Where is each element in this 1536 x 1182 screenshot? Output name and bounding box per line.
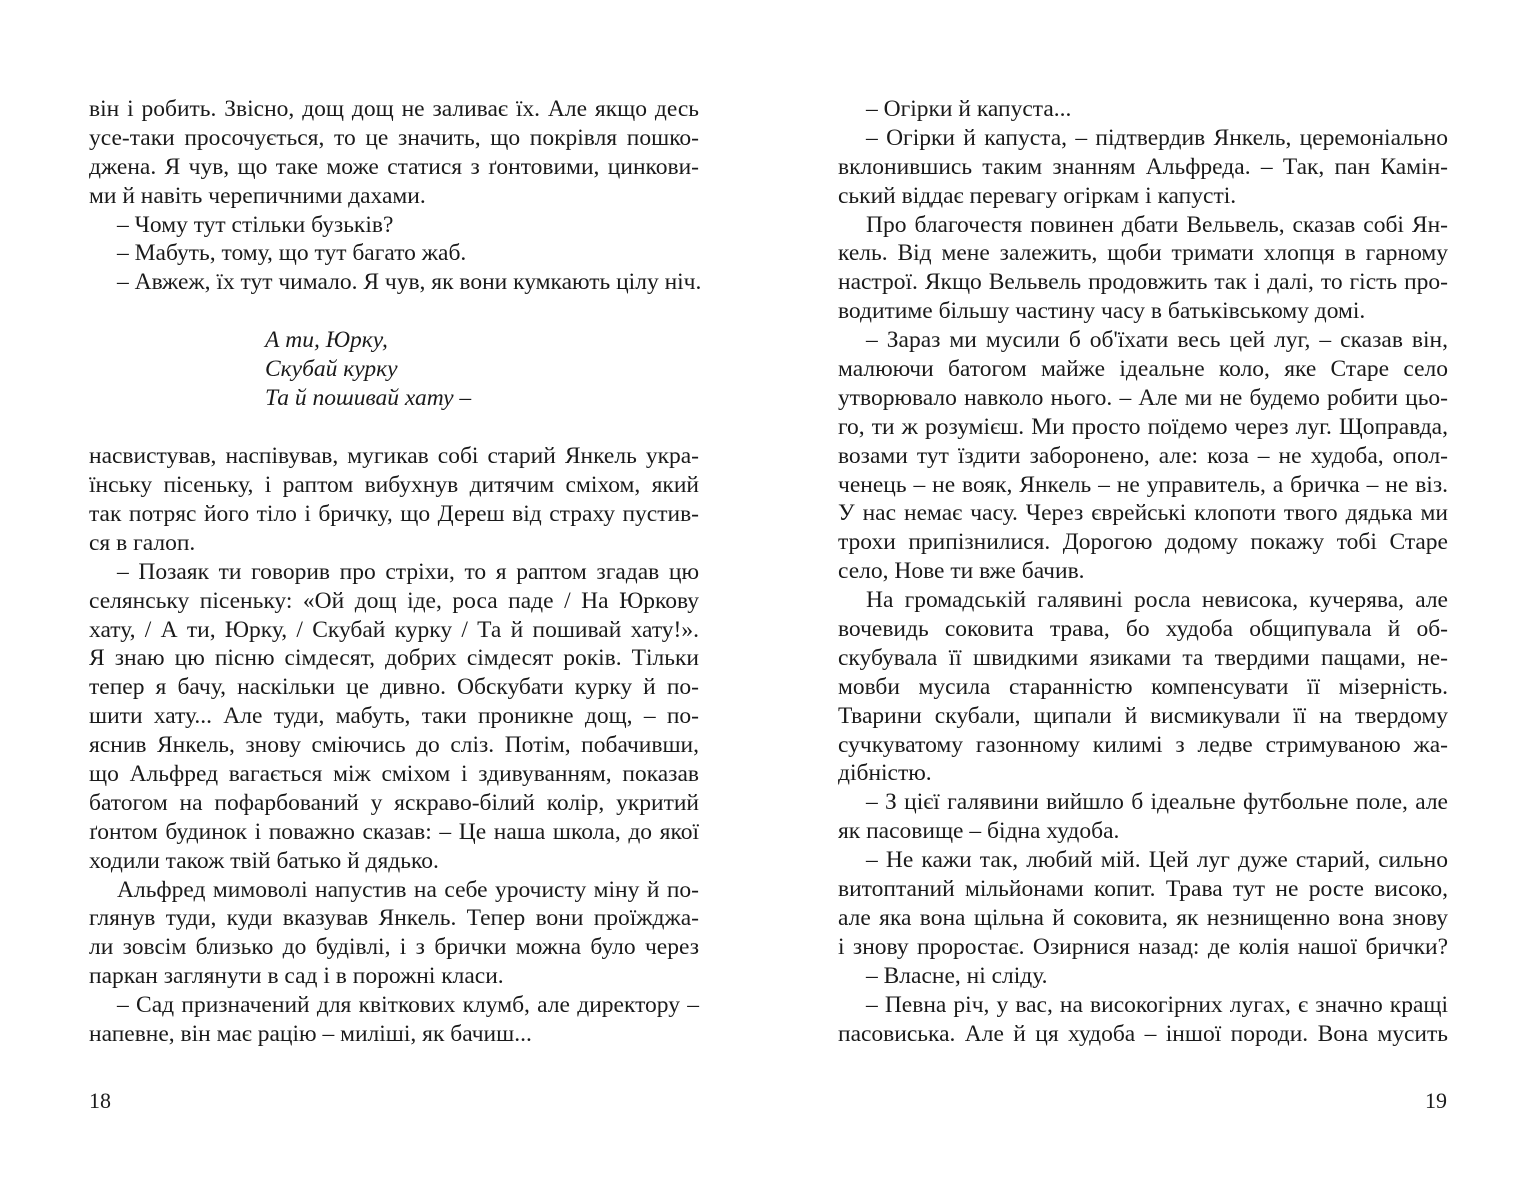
- text-line: возами тут їздити заборонено, але: коза – не худоба, опол-: [838, 442, 1448, 469]
- text-line: вочевидь соковита трава, бо худоба общипувала й об-: [838, 616, 1448, 643]
- text-line: Альфред мимоволі напустив на себе урочисту міну й по-: [117, 876, 699, 903]
- text-line: трохи припізнилися. Дорогою додому покажу тобі Старе: [838, 529, 1448, 556]
- text-line: Тварини скубали, щипали й висмикували її на твердому: [838, 702, 1448, 729]
- song-verse: [265, 326, 699, 413]
- text-line: ський віддає перевагу огіркам і капусті.: [838, 182, 1237, 209]
- text-line: він і робить. Звісно, дощ дощ не заливає їх. Але якщо десь: [89, 96, 699, 122]
- text-line: – Не кажи так, любий мій. Цей луг дуже старий, сильно: [866, 847, 1448, 874]
- text-line: тепер я бачу, наскільки це дивно. Обскубати курку й по-: [89, 674, 699, 701]
- left-page-lines-before-verse: [89, 95, 702, 297]
- text-line: що Альфред вагається між сміхом і здивуванням, показав: [89, 761, 699, 788]
- text-line: їнську пісеньку, і раптом вибухнув дитячим сміхом, який: [89, 472, 699, 499]
- text-line: ми й навіть черепичними дахами.: [89, 182, 426, 209]
- text-line: кель. Від мене залежить, щоби тримати хлопця в гарному: [838, 240, 1448, 267]
- text-line: скубувала її швидкими язиками та твердими пащами, не-: [838, 644, 1448, 671]
- text-line: і знову проростає. Озирнися назад: де колія нашої брички?: [838, 933, 1448, 960]
- text-line: – Позаяк ти говорив про стріхи, то я раптом згадав цю: [117, 558, 699, 585]
- verse-line: Скубай курку: [265, 356, 398, 383]
- text-line: джена. Я чув, що таке може статися з ґонтовими, цинкови-: [89, 153, 699, 180]
- text-line: вклонившись таким знанням Альфреда. – Так, пан Камін-: [838, 153, 1448, 180]
- text-line: – Певна річ, у вас, на високогірних лугах, є значно кращі: [866, 991, 1448, 1018]
- text-line: – З цієї галявини вийшло б ідеальне футбольне поле, але: [866, 789, 1448, 816]
- text-line: шити хату... Але туди, мабуть, таки проникне дощ, – по-: [89, 703, 699, 730]
- text-line: ся в галоп.: [89, 529, 196, 556]
- page-number-right: 19: [1425, 1088, 1447, 1113]
- text-line: малюючи батогом майже ідеальне коло, яке Старе село: [838, 356, 1448, 383]
- text-line: паркан заглянути в сад і в порожні класи.: [89, 963, 504, 990]
- text-line: витоптаний мільйонами копит. Трава тут не росте високо,: [838, 876, 1448, 903]
- text-line: – Огірки й капуста, – підтвердив Янкель, церемоніально: [866, 124, 1448, 151]
- text-line: ченець – не вояк, Янкель – не управитель, а бричка – не віз.: [838, 471, 1448, 498]
- text-line: мовби мусила старанністю компенсувати її мізерність.: [838, 673, 1448, 700]
- text-line: Я знаю цю пісню сімдесят, добрих сімдесят років. Тільки: [89, 645, 699, 672]
- right-page-text: [838, 95, 1448, 1048]
- text-line: дібністю.: [838, 760, 932, 787]
- text-line: яснив Янкель, знову сміючись до сліз. Потім, побачивши,: [89, 732, 699, 759]
- text-line: напевне, він має рацію – миліші, як бачиш...: [89, 1021, 532, 1048]
- text-line: пасовиська. Але й ця худоба – іншої породи. Вона мусить: [838, 1020, 1448, 1047]
- text-line: Про благочестя повинен дбати Вельвель, сказав собі Ян-: [866, 211, 1448, 238]
- text-line: усе-таки просочується, то це значить, що покрівля пошко-: [89, 124, 699, 151]
- text-line: село, Нове ти вже бачив.: [838, 558, 1085, 585]
- text-line: – Сад призначений для квіткових клумб, але директору –: [117, 992, 699, 1019]
- text-line: ли зовсім близько до будівлі, і з брички можна було через: [89, 934, 699, 961]
- text-line: У нас немає часу. Через єврейські клопоти твого дядька ми: [838, 500, 1448, 527]
- left-page-lines-after-verse: [89, 442, 699, 1049]
- verse-line: Та й пошивай хату –: [265, 385, 472, 412]
- text-line: – Огірки й капуста...: [866, 96, 1072, 122]
- text-line: водитиме більшу частину часу в батьківському домі.: [838, 298, 1366, 325]
- text-line: так потряс його тіло і бричку, що Дереш від страху пустив-: [89, 501, 699, 528]
- text-line: як пасовище – бідна худоба.: [838, 818, 1120, 845]
- text-line: глянув туди, куди вказував Янкель. Тепер вони проїжджа-: [89, 905, 699, 932]
- text-line: утворювало навколо нього. – Але ми не будемо робити цьо-: [838, 384, 1448, 411]
- text-line: го, ти ж розумієш. Ми просто поїдемо через луг. Щоправда,: [838, 413, 1448, 440]
- text-line: – Мабуть, тому, що тут багато жаб.: [117, 240, 467, 267]
- text-line: ходили також твій батько й дядько.: [89, 847, 439, 874]
- text-line: селянську пісеньку: «Ой дощ іде, роса паде / На Юркову: [89, 587, 699, 614]
- text-line: насвистував, наспівував, мугикав собі старий Янкель укра-: [89, 443, 699, 470]
- text-line: хату, / А ти, Юрку, / Скубай курку / Та й пошивай хату!».: [89, 616, 699, 643]
- text-line: сучкуватому газонному килимі з ледве стримуваною жа-: [838, 731, 1448, 758]
- text-line: – Власне, ні сліду.: [866, 962, 1048, 989]
- text-line: – Авжеж, їх тут чимало. Я чув, як вони кумкають цілу ніч.: [117, 269, 702, 296]
- text-line: батогом на пофарбований у яскраво-білий колір, укритий: [89, 789, 699, 816]
- left-page-text: [89, 95, 702, 1049]
- verse-line: А ти, Юрку,: [265, 327, 388, 354]
- text-line: – Чому тут стільки бузьків?: [117, 211, 394, 238]
- text-line: але яка вона щільна й соковита, як незнищенно вона знову: [838, 904, 1448, 931]
- text-line: На громадській галявині росла невисока, кучерява, але: [866, 587, 1448, 614]
- text-line: настрої. Якщо Вельвель продовжить так і далі, то гість про-: [838, 269, 1448, 296]
- page-number-left: 18: [89, 1088, 111, 1113]
- text-line: ґонтом будинок і поважно сказав: – Це наша школа, до якої: [89, 818, 699, 845]
- text-line: – Зараз ми мусили б об'їхати весь цей луг, – сказав він,: [866, 327, 1448, 354]
